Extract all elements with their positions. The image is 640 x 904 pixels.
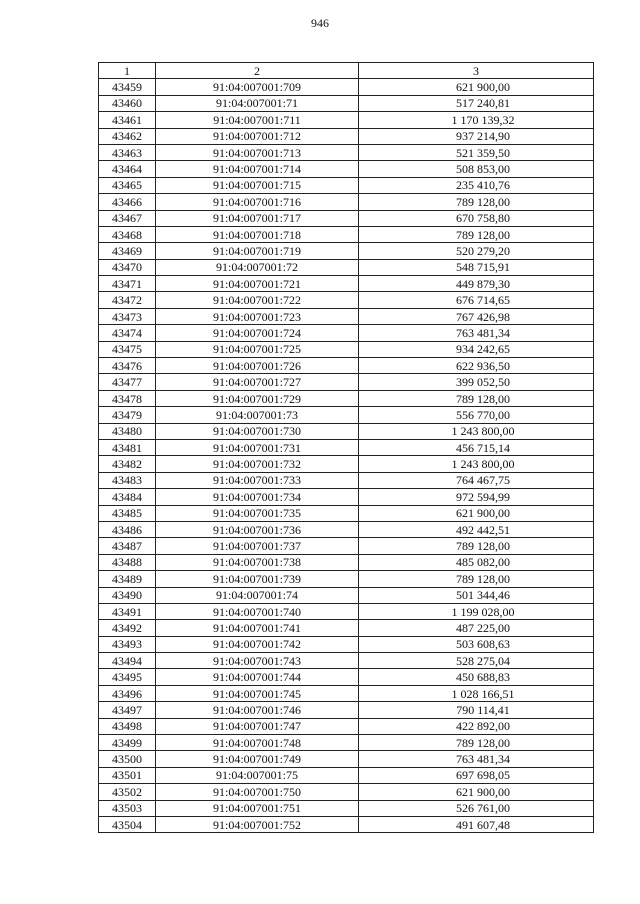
table-row <box>99 603 594 619</box>
cadastral-value-cell: 972 594,99 <box>359 489 594 505</box>
table-row <box>99 439 594 455</box>
cadastral-number-cell: 91:04:007001:748 <box>156 735 359 751</box>
cadastral-value-cell: 503 608,63 <box>359 636 594 652</box>
cadastral-value-cell: 526 761,00 <box>359 800 594 816</box>
table-row <box>99 505 594 521</box>
table-row <box>99 144 594 160</box>
cadastral-value-cell: 1 243 800,00 <box>359 456 594 472</box>
row-number-cell: 43459 <box>99 79 156 95</box>
page-number: 946 <box>311 16 329 30</box>
cadastral-number-cell: 91:04:007001:72 <box>156 259 359 275</box>
table-row <box>99 587 594 603</box>
cadastral-number-cell: 91:04:007001:746 <box>156 702 359 718</box>
cadastral-number-cell: 91:04:007001:730 <box>156 423 359 439</box>
cadastral-value-cell: 520 279,20 <box>359 243 594 259</box>
table-row <box>99 79 594 95</box>
table-row <box>99 358 594 374</box>
row-number-cell: 43497 <box>99 702 156 718</box>
table-row <box>99 341 594 357</box>
cadastral-number-cell: 91:04:007001:744 <box>156 669 359 685</box>
cadastral-number-cell: 91:04:007001:715 <box>156 177 359 193</box>
table-row <box>99 538 594 554</box>
table-row <box>99 259 594 275</box>
cadastral-value-cell: 521 359,50 <box>359 144 594 160</box>
table-row <box>99 521 594 537</box>
table-row <box>99 571 594 587</box>
table-row <box>99 308 594 324</box>
row-number-cell: 43477 <box>99 374 156 390</box>
cadastral-number-cell: 91:04:007001:712 <box>156 128 359 144</box>
row-number-cell: 43481 <box>99 439 156 455</box>
cadastral-number-cell: 91:04:007001:741 <box>156 620 359 636</box>
cadastral-value-cell: 492 442,51 <box>359 521 594 537</box>
cadastral-value-cell: 1 199 028,00 <box>359 603 594 619</box>
cadastral-value-cell: 763 481,34 <box>359 325 594 341</box>
cadastral-value-cell: 399 052,50 <box>359 374 594 390</box>
cadastral-value-cell: 764 467,75 <box>359 472 594 488</box>
cadastral-number-cell: 91:04:007001:709 <box>156 79 359 95</box>
cadastral-number-cell: 91:04:007001:75 <box>156 767 359 783</box>
row-number-cell: 43504 <box>99 816 156 832</box>
row-number-cell: 43461 <box>99 112 156 128</box>
cadastral-number-cell: 91:04:007001:738 <box>156 554 359 570</box>
row-number-cell: 43494 <box>99 653 156 669</box>
row-number-cell: 43493 <box>99 636 156 652</box>
row-number-cell: 43482 <box>99 456 156 472</box>
cadastral-value-cell: 621 900,00 <box>359 79 594 95</box>
cadastral-number-cell: 91:04:007001:723 <box>156 308 359 324</box>
row-number-cell: 43463 <box>99 144 156 160</box>
cadastral-number-cell: 91:04:007001:721 <box>156 276 359 292</box>
cadastral-value-cell: 485 082,00 <box>359 554 594 570</box>
cadastral-number-cell: 91:04:007001:73 <box>156 407 359 423</box>
cadastral-number-cell: 91:04:007001:734 <box>156 489 359 505</box>
cadastral-value-cell: 789 128,00 <box>359 390 594 406</box>
table-row <box>99 276 594 292</box>
cadastral-value-cell: 491 607,48 <box>359 816 594 832</box>
table-row <box>99 489 594 505</box>
cadastral-value-cell: 508 853,00 <box>359 161 594 177</box>
table-row <box>99 718 594 734</box>
cadastral-number-cell: 91:04:007001:718 <box>156 226 359 242</box>
cadastral-number-cell: 91:04:007001:732 <box>156 456 359 472</box>
table-row <box>99 210 594 226</box>
cadastral-value-cell: 934 242,65 <box>359 341 594 357</box>
cadastral-number-cell: 91:04:007001:719 <box>156 243 359 259</box>
table-row <box>99 226 594 242</box>
row-number-cell: 43466 <box>99 194 156 210</box>
table-body <box>99 79 594 833</box>
table-row <box>99 194 594 210</box>
table-row <box>99 112 594 128</box>
cadastral-value-cell: 621 900,00 <box>359 505 594 521</box>
table-row <box>99 374 594 390</box>
row-number-cell: 43496 <box>99 685 156 701</box>
row-number-cell: 43484 <box>99 489 156 505</box>
row-number-cell: 43502 <box>99 784 156 800</box>
row-number-cell: 43467 <box>99 210 156 226</box>
cadastral-value-cell: 501 344,46 <box>359 587 594 603</box>
cadastral-number-cell: 91:04:007001:750 <box>156 784 359 800</box>
cadastral-number-cell: 91:04:007001:747 <box>156 718 359 734</box>
cadastral-value-cell: 621 900,00 <box>359 784 594 800</box>
table-row <box>99 554 594 570</box>
cadastral-number-cell: 91:04:007001:74 <box>156 587 359 603</box>
table-row <box>99 390 594 406</box>
table-row <box>99 669 594 685</box>
table-row <box>99 751 594 767</box>
row-number-cell: 43503 <box>99 800 156 816</box>
table-row <box>99 800 594 816</box>
cadastral-number-cell: 91:04:007001:725 <box>156 341 359 357</box>
row-number-cell: 43460 <box>99 95 156 111</box>
cadastral-value-cell: 1 243 800,00 <box>359 423 594 439</box>
cadastral-value-cell: 528 275,04 <box>359 653 594 669</box>
cadastral-value-table <box>98 62 594 833</box>
cadastral-value-cell: 556 770,00 <box>359 407 594 423</box>
cadastral-value-cell: 1 028 166,51 <box>359 685 594 701</box>
cadastral-number-cell: 91:04:007001:737 <box>156 538 359 554</box>
row-number-cell: 43486 <box>99 521 156 537</box>
cadastral-value-cell: 670 758,80 <box>359 210 594 226</box>
cadastral-value-cell: 422 892,00 <box>359 718 594 734</box>
cadastral-number-cell: 91:04:007001:743 <box>156 653 359 669</box>
row-number-cell: 43474 <box>99 325 156 341</box>
table-row <box>99 243 594 259</box>
cadastral-number-cell: 91:04:007001:739 <box>156 571 359 587</box>
row-number-cell: 43465 <box>99 177 156 193</box>
table-row <box>99 620 594 636</box>
cadastral-value-cell: 676 714,65 <box>359 292 594 308</box>
row-number-cell: 43501 <box>99 767 156 783</box>
row-number-cell: 43471 <box>99 276 156 292</box>
row-number-cell: 43473 <box>99 308 156 324</box>
cadastral-value-cell: 622 936,50 <box>359 358 594 374</box>
cadastral-value-cell: 548 715,91 <box>359 259 594 275</box>
table-row <box>99 816 594 832</box>
row-number-cell: 43472 <box>99 292 156 308</box>
cadastral-value-cell: 937 214,90 <box>359 128 594 144</box>
row-number-cell: 43480 <box>99 423 156 439</box>
row-number-cell: 43488 <box>99 554 156 570</box>
cadastral-number-cell: 91:04:007001:740 <box>156 603 359 619</box>
row-number-cell: 43475 <box>99 341 156 357</box>
cadastral-value-cell: 697 698,05 <box>359 767 594 783</box>
table-row <box>99 456 594 472</box>
row-number-cell: 43498 <box>99 718 156 734</box>
row-number-cell: 43476 <box>99 358 156 374</box>
cadastral-number-cell: 91:04:007001:717 <box>156 210 359 226</box>
cadastral-number-cell: 91:04:007001:752 <box>156 816 359 832</box>
table-row <box>99 128 594 144</box>
table-row <box>99 423 594 439</box>
cadastral-value-cell: 767 426,98 <box>359 308 594 324</box>
row-number-cell: 43470 <box>99 259 156 275</box>
table-row <box>99 95 594 111</box>
cadastral-number-cell: 91:04:007001:713 <box>156 144 359 160</box>
cadastral-number-cell: 91:04:007001:749 <box>156 751 359 767</box>
row-number-cell: 43483 <box>99 472 156 488</box>
table-row <box>99 767 594 783</box>
row-number-cell: 43499 <box>99 735 156 751</box>
cadastral-value-cell: 235 410,76 <box>359 177 594 193</box>
cadastral-number-cell: 91:04:007001:742 <box>156 636 359 652</box>
table-row <box>99 702 594 718</box>
table-row <box>99 177 594 193</box>
cadastral-number-cell: 91:04:007001:71 <box>156 95 359 111</box>
row-number-cell: 43495 <box>99 669 156 685</box>
cadastral-number-cell: 91:04:007001:745 <box>156 685 359 701</box>
table-row <box>99 636 594 652</box>
row-number-cell: 43478 <box>99 390 156 406</box>
table-row <box>99 784 594 800</box>
column-header-value: 3 <box>359 63 594 79</box>
row-number-cell: 43500 <box>99 751 156 767</box>
cadastral-value-cell: 763 481,34 <box>359 751 594 767</box>
table-row <box>99 325 594 341</box>
row-number-cell: 43492 <box>99 620 156 636</box>
cadastral-number-cell: 91:04:007001:736 <box>156 521 359 537</box>
row-number-cell: 43487 <box>99 538 156 554</box>
table-row <box>99 472 594 488</box>
cadastral-number-cell: 91:04:007001:729 <box>156 390 359 406</box>
row-number-cell: 43468 <box>99 226 156 242</box>
cadastral-value-cell: 789 128,00 <box>359 194 594 210</box>
row-number-cell: 43485 <box>99 505 156 521</box>
cadastral-number-cell: 91:04:007001:711 <box>156 112 359 128</box>
row-number-cell: 43489 <box>99 571 156 587</box>
cadastral-number-cell: 91:04:007001:714 <box>156 161 359 177</box>
cadastral-value-cell: 1 170 139,32 <box>359 112 594 128</box>
cadastral-value-cell: 789 128,00 <box>359 226 594 242</box>
table-row <box>99 292 594 308</box>
cadastral-number-cell: 91:04:007001:727 <box>156 374 359 390</box>
cadastral-value-cell: 789 128,00 <box>359 571 594 587</box>
cadastral-number-cell: 91:04:007001:735 <box>156 505 359 521</box>
row-number-cell: 43490 <box>99 587 156 603</box>
cadastral-value-cell: 487 225,00 <box>359 620 594 636</box>
cadastral-number-cell: 91:04:007001:724 <box>156 325 359 341</box>
table-header-row <box>99 63 594 79</box>
row-number-cell: 43464 <box>99 161 156 177</box>
column-header-cadastral-number: 2 <box>156 63 359 79</box>
row-number-cell: 43462 <box>99 128 156 144</box>
table-row <box>99 653 594 669</box>
cadastral-value-cell: 450 688,83 <box>359 669 594 685</box>
row-number-cell: 43469 <box>99 243 156 259</box>
cadastral-number-cell: 91:04:007001:726 <box>156 358 359 374</box>
cadastral-number-cell: 91:04:007001:716 <box>156 194 359 210</box>
cadastral-number-cell: 91:04:007001:722 <box>156 292 359 308</box>
table-row <box>99 685 594 701</box>
row-number-cell: 43479 <box>99 407 156 423</box>
cadastral-number-cell: 91:04:007001:733 <box>156 472 359 488</box>
table-row <box>99 407 594 423</box>
cadastral-value-cell: 789 128,00 <box>359 538 594 554</box>
column-header-number: 1 <box>99 63 156 79</box>
cadastral-value-cell: 449 879,30 <box>359 276 594 292</box>
cadastral-value-cell: 790 114,41 <box>359 702 594 718</box>
cadastral-number-cell: 91:04:007001:731 <box>156 439 359 455</box>
cadastral-value-cell: 517 240,81 <box>359 95 594 111</box>
row-number-cell: 43491 <box>99 603 156 619</box>
table-row <box>99 161 594 177</box>
cadastral-value-cell: 789 128,00 <box>359 735 594 751</box>
cadastral-number-cell: 91:04:007001:751 <box>156 800 359 816</box>
cadastral-value-cell: 456 715,14 <box>359 439 594 455</box>
table-row <box>99 735 594 751</box>
